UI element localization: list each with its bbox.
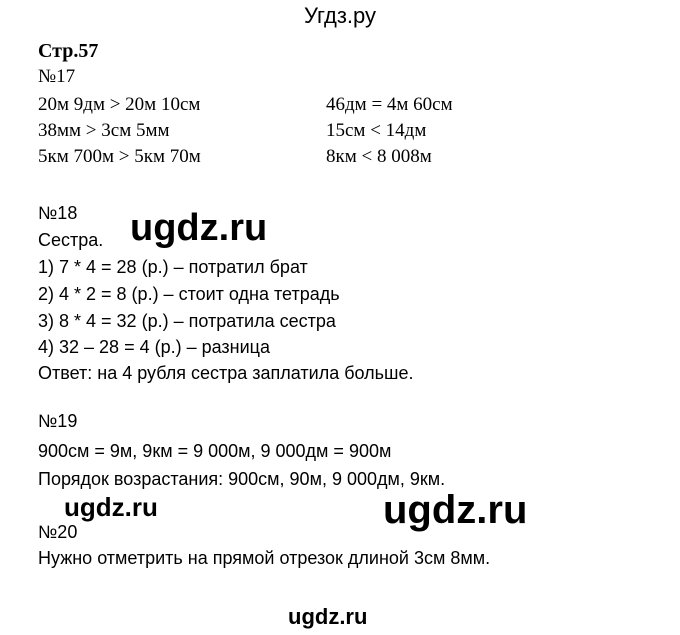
site-header: Угдз.ру [303,3,377,28]
solution-line: 2) 4 * 2 = 8 (р.) – стоит одна тетрадь [38,284,340,304]
exercise-18-title: №18 [38,203,78,223]
comparison-line: 8км < 8 008м [326,146,432,167]
conversion-line: 900см = 9м, 9км = 9 000м, 9 000дм = 900м [38,441,392,461]
solution-line: 1) 7 * 4 = 28 (р.) – потратил брат [38,257,308,277]
exercise-20-title: №20 [38,522,78,542]
solution-line: 3) 8 * 4 = 32 (р.) – потратила сестра [38,311,336,331]
answer-line: Ответ: на 4 рубля сестра заплатила больше. [38,363,414,383]
exercise-17-title: №17 [38,66,76,87]
comparison-line: 5км 700м > 5км 70м [38,146,201,167]
watermark: ugdz.ru [383,488,528,532]
exercise-19-title: №19 [38,411,78,431]
solution-line: 4) 32 – 28 = 4 (р.) – разница [38,337,270,357]
comparison-line: 46дм = 4м 60см [326,94,453,115]
ordering-line: Порядок возрастания: 900см, 90м, 9 000дм, 9км. [38,469,446,489]
solution-line: Сестра. [38,230,104,250]
page-label: Стр.57 [38,40,99,62]
solution-line: Нужно отметрить на прямой отрезок длиной 3см 8мм. [38,548,491,568]
watermark: ugdz.ru [64,492,158,522]
comparison-line: 20м 9дм > 20м 10см [38,94,201,115]
watermark: ugdz.ru [130,207,268,249]
watermark: ugdz.ru [288,604,368,629]
comparison-line: 15см < 14дм [326,120,427,141]
comparison-line: 38мм > 3см 5мм [38,120,170,141]
